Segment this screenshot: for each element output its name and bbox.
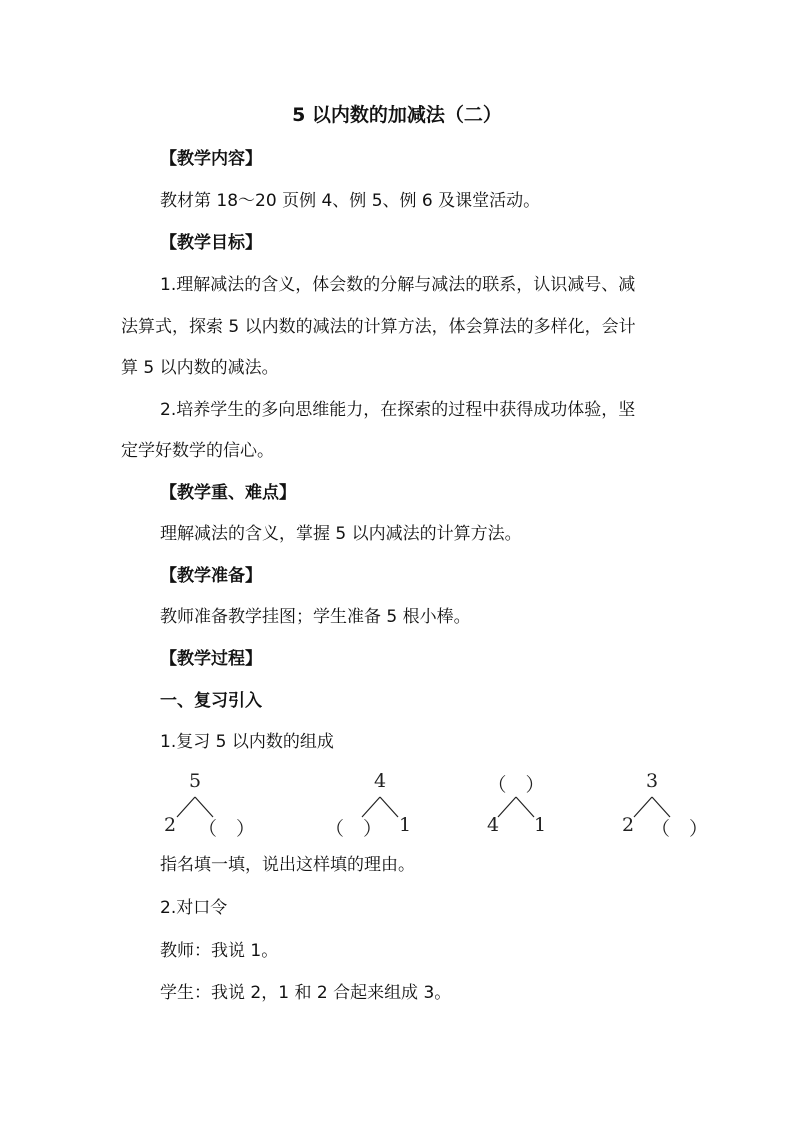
tree-left-part: 2 (163, 814, 177, 836)
goal-2-line-1: 2.培养学生的多向思维能力，在探索的过程中获得成功体验，坚 (160, 400, 636, 420)
preparation-text: 教师准备教学挂图；学生准备 5 根小棒。 (160, 607, 471, 627)
tree-right-part: （ ） (651, 818, 709, 840)
content-text: 教材第 18～20 页例 4、例 5、例 6 及课堂活动。 (160, 191, 541, 211)
part-1-heading: 一、复习引入 (160, 691, 262, 711)
tree-left-part: 2 (621, 814, 635, 836)
tree-top-number: 4 (373, 770, 387, 792)
tree-top-number: 3 (645, 770, 659, 792)
composition-tree-3 (461, 770, 571, 840)
section-heading-preparation: 【教学准备】 (160, 566, 262, 586)
section-heading-process: 【教学过程】 (160, 649, 262, 669)
step-1-text: 1.复习 5 以内数的组成 (160, 732, 334, 752)
tree-right-part: 1 (398, 814, 412, 836)
section-heading-goals: 【教学目标】 (160, 233, 262, 253)
tree-right-part: 1 (533, 814, 547, 836)
student-line: 学生：我说 2，1 和 2 合起来组成 3。 (160, 983, 452, 1003)
teacher-line: 教师：我说 1。 (160, 941, 279, 961)
composition-tree-4 (597, 770, 707, 840)
goal-1-line-2: 法算式，探索 5 以内数的减法的计算方法，体会算法的多样化，会计 (121, 317, 636, 337)
tree-left-part: 4 (486, 814, 500, 836)
tree-top-number: （ ） (487, 774, 545, 796)
composition-tree-2 (325, 770, 435, 840)
goal-1-line-1: 1.理解减法的含义，体会数的分解与减法的联系，认识减号、减 (160, 275, 636, 295)
key-points-text: 理解减法的含义，掌握 5 以内减法的计算方法。 (160, 524, 522, 544)
tree-top-number: 5 (188, 770, 202, 792)
section-heading-key-points: 【教学重、难点】 (160, 483, 296, 503)
fill-in-instruction: 指名填一填，说出这样填的理由。 (160, 855, 415, 875)
section-heading-content: 【教学内容】 (160, 149, 262, 169)
goal-2-line-2: 定学好数学的信心。 (121, 441, 274, 461)
step-2-text: 2.对口令 (160, 898, 228, 918)
goal-1-line-3: 算 5 以内数的减法。 (121, 358, 279, 378)
tree-right-part: （ ） (198, 818, 256, 840)
composition-tree-1 (140, 770, 256, 840)
tree-left-part: （ ） (325, 818, 383, 840)
page-title: 5 以内数的加减法（二） (292, 104, 502, 126)
